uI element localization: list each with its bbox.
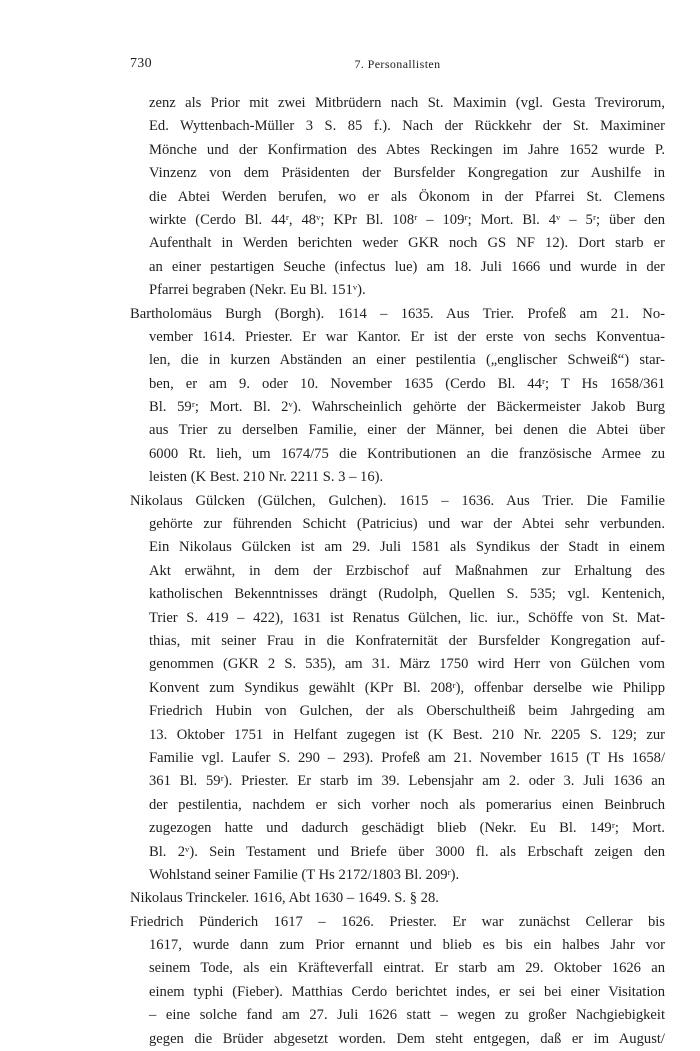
- running-head: 7. Personallisten: [354, 57, 441, 71]
- text-line: die Abtei Werden berufen, wo er als Ökonom in der Pfarrei St. Clemens: [149, 188, 665, 205]
- text-line: – eine solche fand am 27. Juli 1626 statt – wegen zu großer Nachgiebigkeit: [149, 1007, 665, 1024]
- text-line: 6000 Rt. lieh, um 1674/75 die Kontributionen an die französische Armee zu: [149, 445, 665, 462]
- text-line: Trier S. 419 – 422), 1631 ist Renatus Gülchen, lic. iur., Schöffe von St. Mat-: [149, 609, 665, 626]
- text-line: 1617, wurde dann zum Prior ernannt und blieb es bis ein halbes Jahr vor: [149, 937, 665, 954]
- text-line: zugezogen hatte und dadurch geschädigt blieb (Nekr. Eu Bl. 149ʳ; Mort.: [149, 820, 665, 837]
- text-line: Wohlstand seiner Familie (T Hs 2172/1803 Bl. 209ʳ).: [149, 866, 460, 883]
- text-line: Friedrich Hubin von Gulchen, der als Oberschultheiß beim Jahrgeding am: [149, 703, 665, 720]
- text-line: Akt erwähnt, in dem der Erzbischof auf Maßnahmen zur Erhaltung des: [149, 562, 665, 579]
- text-line: seinem Tode, als ein Kräfteverfall eintrat. Er starb am 29. Oktober 1626 an: [149, 960, 665, 977]
- text-line: Bl. 2ᵛ). Sein Testament und Briefe über 3000 fl. als Erbschaft zeigen den: [149, 843, 665, 860]
- text-line: Nikolaus Gülcken (Gülchen, Gulchen). 1615 – 1636. Aus Trier. Die Familie: [130, 492, 665, 509]
- text-line: thias, mit seiner Frau in die Konfraternität der Bursfelder Kongregation auf-: [149, 632, 665, 649]
- text-line: Ein Nikolaus Gülcken ist am 29. Juli 1581 als Syndikus der Stadt in einem: [149, 539, 665, 556]
- text-line: Pfarrei begraben (Nekr. Eu Bl. 151ᵛ).: [149, 282, 366, 299]
- text-line: katholischen Bekenntnisses drängt (Rudolph, Quellen S. 535; vgl. Kentenich,: [149, 586, 665, 603]
- text-line: der pestilentia, nachdem er sich vorher noch als pomerarius einen Beinbruch: [149, 796, 665, 813]
- text-line: Konvent zum Syndikus gewählt (KPr Bl. 208ʳ), offenbar derselbe wie Philipp: [149, 679, 665, 696]
- text-line: wirkte (Cerdo Bl. 44ʳ, 48ᵛ; KPr Bl. 108ʳ – 109ʳ; Mort. Bl. 4ᵛ – 5ʳ; über den: [149, 211, 665, 228]
- text-line: Friedrich Pünderich 1617 – 1626. Priester. Er war zunächst Cellerar bis: [130, 913, 665, 930]
- text-line: aus Trier zu derselben Familie, einer der Männer, bei denen die Abtei über: [149, 422, 665, 439]
- page-number: 730: [130, 56, 152, 71]
- text-line: an einer pestartigen Seuche (infectus lue) am 18. Juli 1666 und wurde in der: [149, 258, 665, 275]
- text-line: 361 Bl. 59ʳ). Priester. Er starb im 39. Lebensjahr am 2. oder 3. Juli 1636 an: [149, 773, 665, 790]
- text-line: einem typhi (Fieber). Matthias Cerdo berichtet indes, er sei bei einer Visitation: [149, 983, 665, 1000]
- text-line: Bl. 59ʳ; Mort. Bl. 2ᵛ). Wahrscheinlich gehörte der Bäckermeister Jakob Burg: [149, 399, 665, 416]
- text-line: 13. Oktober 1751 in Helfant zugegen ist (K Best. 210 Nr. 2205 S. 129; zur: [149, 726, 665, 743]
- page-header: [130, 56, 665, 76]
- text-line: gehörte zur führenden Schicht (Patricius) und war der Abtei sehr verbunden.: [149, 516, 665, 533]
- text-line: Vinzenz von dem Präsidenten der Bursfelder Kongregation zur Aushilfe in: [149, 165, 665, 182]
- text-line: gegen die Brüder abgesetzt worden. Dem steht entgegen, daß er im August/: [149, 1030, 665, 1047]
- text-line: Mönche und der Konfirmation des Abtes Reckingen im Jahre 1652 wurde P.: [149, 141, 665, 158]
- text-line: Nikolaus Trinckeler. 1616, Abt 1630 – 1649. S. § 28.: [130, 890, 439, 907]
- text-line: genommen (GKR 2 S. 535), am 31. März 1750 wird Herr von Gülchen vom: [149, 656, 665, 673]
- text-line: Ed. Wyttenbach-Müller 3 S. 85 f.). Nach der Rückkehr der St. Maximiner: [149, 118, 665, 135]
- text-body: [130, 92, 665, 1051]
- text-line: Bartholomäus Burgh (Borgh). 1614 – 1635. Aus Trier. Profeß am 21. No-: [130, 305, 665, 322]
- text-line: ben, er am 9. oder 10. November 1635 (Cerdo Bl. 44ʳ; T Hs 1658/361: [149, 375, 665, 392]
- text-line: leisten (K Best. 210 Nr. 2211 S. 3 – 16).: [149, 469, 384, 486]
- text-line: zenz als Prior mit zwei Mitbrüdern nach St. Maximin (vgl. Gesta Trevirorum,: [149, 95, 665, 111]
- text-line: Familie vgl. Laufer S. 290 – 293). Profeß am 21. November 1615 (T Hs 1658/: [149, 749, 665, 766]
- text-line: len, die in kurzen Abständen an einer pestilentia („englischer Schweiß“) star-: [149, 352, 665, 369]
- text-line: Aufenthalt in Werden berichten weder GKR noch GS NF 12). Dort starb er: [149, 235, 665, 252]
- text-line: vember 1614. Priester. Er war Kantor. Er ist der erste von sechs Konventua-: [149, 328, 665, 345]
